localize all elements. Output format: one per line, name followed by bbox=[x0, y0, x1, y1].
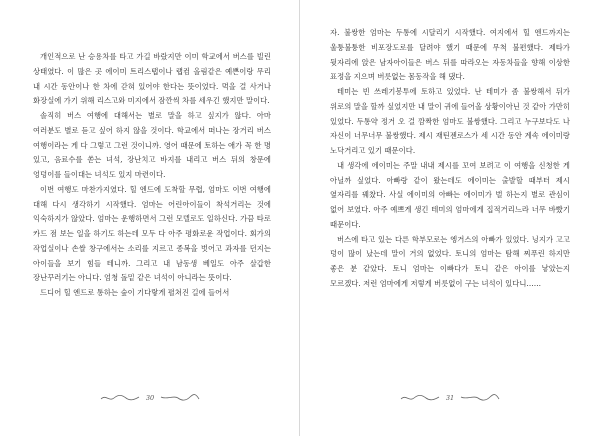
right-page-body bbox=[330, 26, 570, 292]
paragraph: 드디어 힐 엔드로 통하는 숲이 기다랗게 펼쳐진 길에 들어서 bbox=[40, 288, 230, 297]
page-footer bbox=[300, 393, 600, 402]
paragraph: 내 생각에 에이미는 주말 내내 제시를 꼬여 보려고 이 여행을 신청한 게 아닐까 싶었다. 아빠랑 같이 왔는데도 에이미는 출발할 때부터 제시 옆자리를 꿰찼다. 사실 에이미의 아빠는 에이미가 벌 하는지 별로 관심이 없어 보였다. 아주 예쁘게 생긴 테미의 엄마에게 집적거리느라 너무 바빴기 때문이다. bbox=[330, 160, 570, 229]
paragraph: 이번 여행도 마찬가지였다. 힐 엔드에 도착할 무렵, 엄마도 이번 여행에 대해 다시 생각하기 시작했다. 엄마는 어린아이들이 착석거리는 것에 익숙하지가 않았다. 엄마는 운행하면서 그런 모델로도 일하신다. 가끔 타로 카드 점 보는 일을 하기도 하는데 모두 다 아주 평화로운 작업이다. 회가의 작업실이나 손쌀 창구에서는 소리를 지르고 종복을 벗어고 과자를 던지는 아이들을 보기 힘들 테니까. 그리고 내 남동생 베일도 아주 살갑한 장난꾸러기는 아니다. 엄청 돌밑 같은 녀석이 아니라는 뜻이다. bbox=[33, 184, 271, 283]
paragraph: 버스에 타고 있는 다른 학부모로는 엥거스의 아빠가 있었다. 닝지가 고고 덩이 많이 났는데 말이 거의 없었다. 토니의 엄마는 탐해 찌푸린 하지만 좋은 분 같았다. 토니 엄마는 이빠다가 토니 같은 아이를 낳았는지 모르겠다. 저런 엄마에게 저렇게 버릇없이 구는 녀석이 있다니…… bbox=[330, 234, 570, 288]
right-page bbox=[300, 0, 600, 436]
ornament-left-icon bbox=[400, 393, 440, 402]
paragraph: 자. 불쌍한 엄마는 두통에 시달리기 시작했다. 여지에서 힐 엔드까지는 울퉁불퉁한 비포장도로를 달려야 했기 때문에 무척 불편했다. 제타가 뒷자리에 앉은 남자아이들은 버스 뒤를 따라오는 자동차들을 향해 이상한 표정을 지으며 버릇없는 몸동작을 해 댔다. bbox=[330, 28, 570, 82]
ornament-right-icon bbox=[460, 393, 500, 402]
page-footer bbox=[0, 393, 300, 402]
paragraph: 솔직히 버스 여행에 대해서는 별로 말을 하고 싶지가 않다. 아마 여러분도 별로 듣고 싶어 하지 않을 것이다. 학교에서 떠나는 장거리 버스 여행이라는 게 다 그렇고 그런 것이니까. 영어 때문에 토하는 애가 꼭 한 명 있고, 음료수를 쏟는 녀석, 장난치고 바지를 내리고 버스 뒤의 창문에 엉덩이를 들이대는 녀석도 있지 마련이다. bbox=[33, 111, 271, 179]
left-page-body bbox=[33, 50, 271, 301]
ornament-right-icon bbox=[160, 393, 200, 402]
ornament-left-icon bbox=[100, 393, 140, 402]
paragraph: 개인적으로 난 승용차를 타고 가길 바랐지만 이미 학교에서 버스를 빌린 상태였다. 이 많은 곳 에이미 트리스탭이나 랩컴 올림같은 예쁜이랑 무리 내 시간 동안이나 한 차에 갇혀 있어야 한다는 뜻이었다. 먹을 걸 사거나 화장실에 가기 위해 리스고와 미지에서 잠깐씩 차를 세우긴 했지만 말이다. bbox=[33, 52, 271, 106]
page-number: 30 bbox=[145, 393, 155, 402]
page-number: 31 bbox=[445, 393, 455, 402]
paragraph: 테미는 빈 쓰레기봉투에 토하고 있었다. 난 테미가 좀 불쌍해서 뒤가 위로의 말을 할까 싶었지만 내 말이 귀에 들어올 상황이아닌 것 같아 가만히 있었다. 두통약 정거 오 걸 깜짝한 엄마도 불쌍했다. 그리고 누구보다도 나 자신이 너무너무 불쌍했다. 제시 재틴젠로스가 세 시간 동안 계속 에이미랑 노닥거리고 있기 때문이다. bbox=[330, 87, 570, 155]
